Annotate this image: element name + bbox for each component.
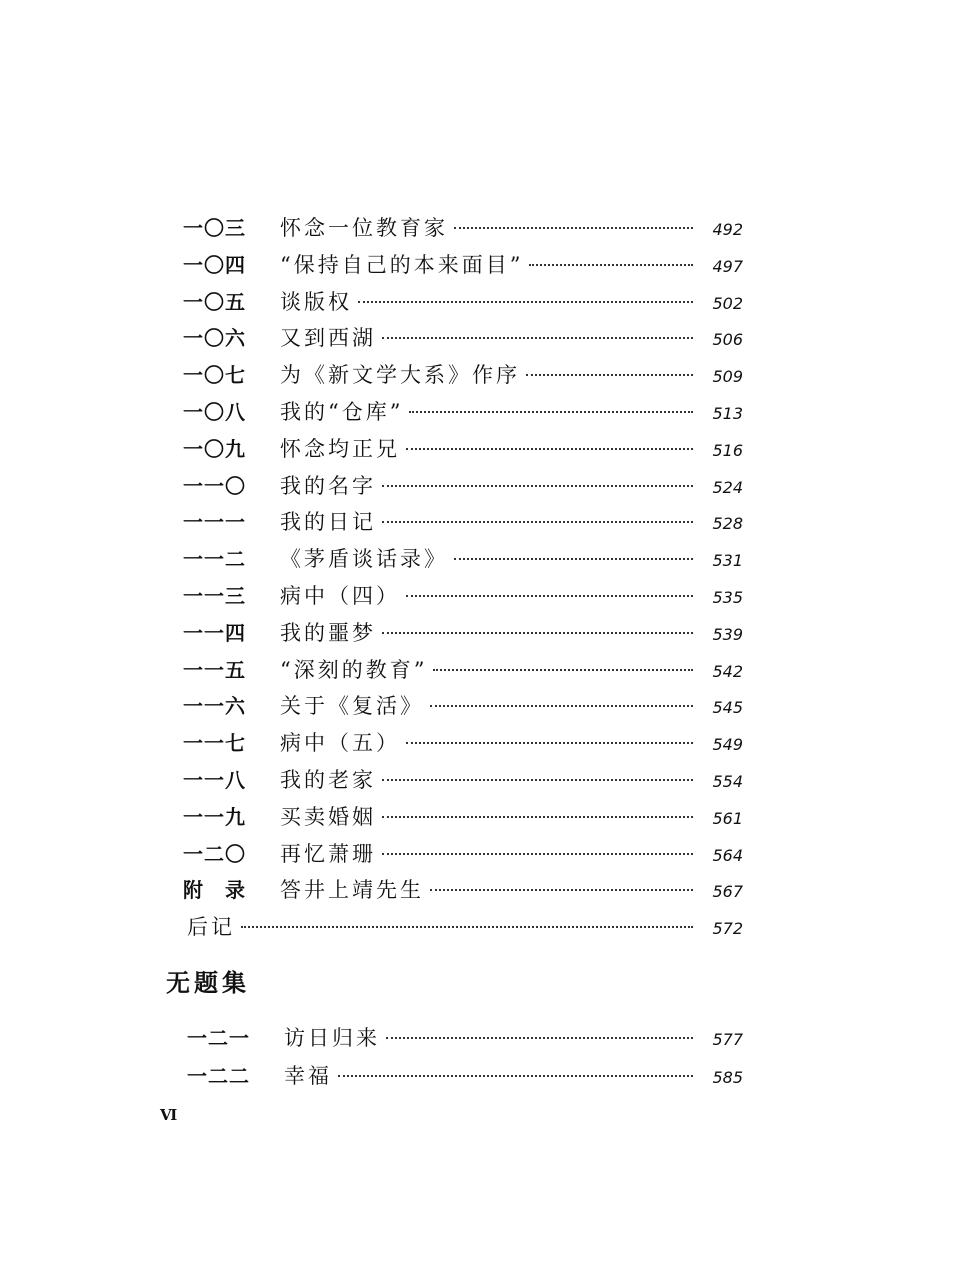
entry-title: 关于《复活》 [280,694,424,719]
entry-number: 一二〇 [183,841,246,866]
entry-page: 577 [712,1030,743,1049]
toc-entry[interactable] [183,615,743,652]
entry-title: “深刻的教育” [280,657,428,682]
entry-number: 一〇七 [183,363,246,388]
entry-page: 506 [712,330,743,350]
entry-title: 后记 [187,915,235,940]
entry-title: 又到西湖 [280,326,376,351]
dot-leader [382,853,693,855]
entry-number: 一一五 [183,657,246,682]
dot-leader [382,779,693,781]
dot-leader [529,264,693,266]
toc-entry[interactable] [183,431,743,468]
dot-leader [454,558,693,560]
entry-title: 谈版权 [280,289,352,314]
entry-page: 492 [712,220,743,239]
entry-title: 为《新文学大系》作序 [280,363,520,388]
entry-title: 怀念均正兄 [280,436,400,461]
toc-entry[interactable] [187,1058,743,1096]
entry-number: 一〇五 [183,289,246,314]
entry-page: 524 [712,477,743,497]
entry-number: 一一七 [183,731,246,756]
entry-page: 531 [712,551,743,571]
toc-entry-afterword[interactable] [183,909,743,946]
toc-entry[interactable] [183,725,743,762]
toc-entry[interactable] [183,688,743,725]
entry-title: 怀念一位教育家 [280,216,448,240]
entry-title: 我的名字 [280,473,376,498]
toc-entry[interactable] [183,210,743,247]
entry-page: 539 [712,624,743,644]
section-title: 无题集 [166,969,250,997]
dot-leader [406,742,693,744]
entry-title: 我的“仓库” [280,399,404,424]
entry-title: 我的噩梦 [280,620,376,645]
dot-leader [382,337,693,339]
toc-entry[interactable] [183,284,743,321]
toc-entry[interactable] [183,247,743,284]
entry-page: 502 [712,293,743,313]
dot-leader [382,521,693,523]
entry-page: 561 [712,808,743,828]
entry-number: 一二二 [187,1063,250,1088]
dot-leader [382,632,693,634]
dot-leader [386,1037,693,1039]
toc-entry[interactable] [183,468,743,505]
dot-leader [338,1075,693,1077]
entry-title: 病中（四） [280,583,400,608]
toc-entry-appendix[interactable] [183,872,743,909]
entry-number: 一一三 [183,583,246,608]
dot-leader [241,926,693,928]
entry-page: 535 [712,587,743,607]
entry-title: 再忆萧珊 [280,841,376,866]
entry-page: 497 [712,256,743,276]
entry-number: 一一〇 [183,473,246,498]
toc-entry[interactable] [183,762,743,799]
entry-page: 545 [712,698,743,718]
toc-entry[interactable] [183,652,743,689]
entry-title: 病中（五） [280,731,400,756]
entry-page: 528 [712,514,743,534]
toc-entry[interactable] [183,541,743,578]
entry-number: 附 录 [183,878,246,903]
dot-leader [430,705,693,707]
entry-number: 一一九 [183,804,246,829]
entry-page: 542 [712,661,743,681]
entry-number: 一一一 [183,510,246,535]
toc-entry[interactable] [183,357,743,394]
entry-title: 访日归来 [284,1026,380,1050]
section-contents [187,1020,743,1095]
entry-title: 幸福 [284,1063,332,1088]
dot-leader [454,227,693,229]
entry-number: 一一六 [183,694,246,719]
entry-title: 我的老家 [280,767,376,792]
entry-title: 答井上靖先生 [280,878,424,903]
entry-page: 567 [712,882,743,902]
dot-leader [382,816,693,818]
table-of-contents [183,210,743,946]
entry-page: 509 [712,367,743,387]
entry-page: 549 [712,735,743,755]
entry-page: 564 [712,845,743,865]
entry-number: 一〇三 [183,216,246,240]
entry-page: 516 [712,440,743,460]
entry-number: 一一八 [183,767,246,792]
toc-entry[interactable] [183,836,743,873]
toc-entry[interactable] [183,578,743,615]
entry-number: 一一二 [183,547,246,572]
entry-title: 买卖婚姻 [280,804,376,829]
toc-entry[interactable] [187,1020,743,1058]
dot-leader [406,448,693,450]
entry-title: 《茅盾谈话录》 [280,547,448,572]
toc-entry[interactable] [183,394,743,431]
toc-entry[interactable] [183,799,743,836]
dot-leader [382,485,693,487]
toc-entry[interactable] [183,504,743,541]
dot-leader [409,411,693,413]
entry-title: 我的日记 [280,510,376,535]
entry-page: 572 [712,919,743,939]
entry-page: 585 [712,1067,743,1087]
entry-page: 554 [712,771,743,791]
entry-number: 一〇四 [183,252,246,277]
entry-number: 一〇九 [183,436,246,461]
dot-leader [406,595,693,597]
entry-number: 一二一 [187,1026,250,1050]
entry-number: 一一四 [183,620,246,645]
entry-title: “保持自己的本来面目” [280,252,524,277]
entry-number: 一〇六 [183,326,246,351]
entry-page: 513 [712,403,743,423]
dot-leader [430,889,693,891]
dot-leader [526,374,693,376]
page-number: Ⅵ [160,1106,178,1124]
dot-leader [433,669,693,671]
entry-number: 一〇八 [183,399,246,424]
toc-entry[interactable] [183,320,743,357]
dot-leader [358,301,693,303]
